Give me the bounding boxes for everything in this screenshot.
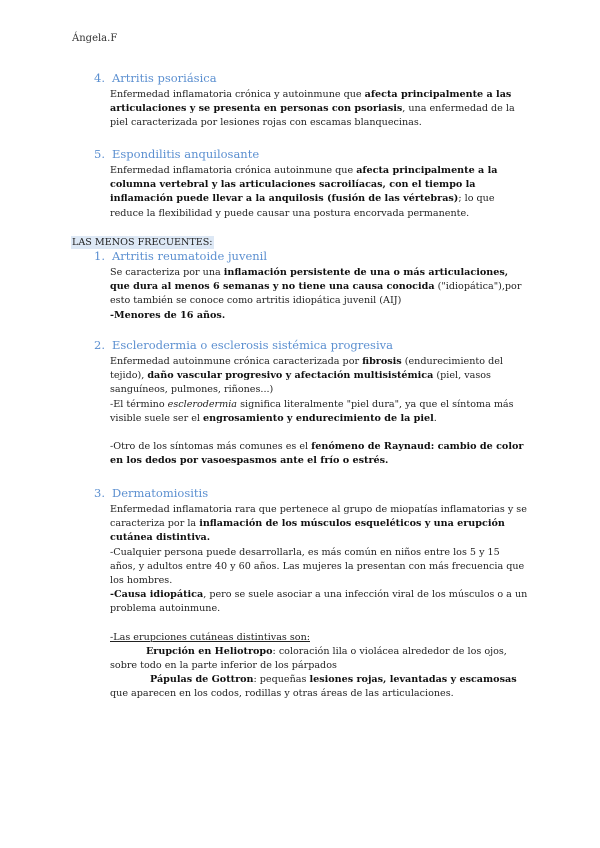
italic-text: esclerodermia [167,398,238,410]
text: : pequeñas [253,674,310,686]
heading-number: 4. [94,71,105,85]
heading-number: 3. [94,486,105,500]
text: (piel, vasos sanguíneos, pulmones, riñones...) [110,370,491,396]
text: -Otro de los síntomas más comunes es el [110,441,312,453]
text: que aparecen en los codos, rodillas y otras áreas de las articulaciones. [110,688,454,700]
heading-number: 1. [94,249,105,263]
author-header: Ángela.F [72,33,118,44]
bold-text: Erupción en Heliotropo [146,645,273,657]
paragraph-dermatomiositis [110,503,528,702]
text: significa literalmente "piel dura", ya que el síntoma más visible suele ser el [110,398,514,424]
heading-title: Artritis reumatoide juvenil [112,249,268,263]
heading-title: Artritis psoriásica [112,71,217,85]
group-label-menos-frecuentes: LAS MENOS FRECUENTES: [72,237,213,248]
heading-number: 2. [94,338,105,352]
paragraph-espondilitis [110,164,528,221]
text: , pero se suele asociar a una infección viral de los músculos o a un problema autoinmune. [110,589,528,615]
text: : coloración lila o violácea alrededor de los ojos, sobre todo en la parte inferior de los párpados [110,645,507,672]
text: Se caracteriza por una [110,267,224,278]
bold-text: inflamación de los músculos esqueléticos y una erupción cutánea distintiva. [110,518,505,544]
bold-text: -Causa idiopática [110,589,204,601]
text: -Cualquier persona puede desarrollarla, es más común en niños entre los 5 y 15 años, y adultos entre 40 y 60 años. Las mujeres la presentan con más frecuencia que los hombres. [110,546,525,587]
bold-text: engrosamiento y endurecimiento de la piel [203,412,434,424]
bold-text: afecta principalmente a la columna vertebral y las articulaciones sacroilíacas, con el tiempo la inflamación puede llevar a la anquilosis (fusión de las vértebras) [110,165,498,205]
text: ; lo que reduce la flexibilidad y puede causar una postura encorvada permanente. [110,193,495,219]
underlined-text: -Las erupciones cutáneas distintivas son: [110,631,310,643]
text: ("idiopática"),por esto también se conoce como artritis idiopática juvenil (AIJ) [110,281,522,307]
text: . [433,412,437,424]
bold-text: lesiones rojas, levantadas y escamosas [309,674,517,686]
paragraph-artritis-psoriasica [110,88,528,131]
bold-text: Pápulas de Gottron [150,674,254,686]
heading-espondilitis [94,147,259,161]
text: Enfermedad inflamatoria crónica autoinmune que [110,165,357,176]
text: Enfermedad autoinmune crónica caracterizada por [110,356,363,367]
bold-text: daño vascular progresivo y afectación multisistémica [147,370,434,382]
heading-artritis-reumatoide-juvenil [94,249,267,263]
heading-number: 5. [94,147,105,161]
heading-title: Espondilitis anquilosante [112,147,260,161]
text: Enfermedad inflamatoria rara que pertenece al grupo de miopatías inflamatorias y se caracteriza por la [110,504,527,530]
heading-title: Esclerodermia o esclerosis sistémica progresiva [112,338,393,352]
text: -El término [110,398,168,410]
paragraph-esclerodermia [110,355,528,468]
heading-title: Dermatomiositis [112,486,209,500]
text: (endurecimiento del tejido), [110,356,503,382]
bold-text: fenómeno de Raynaud: cambio de color en los dedos por vasoespasmos ante el frío o estrés. [110,441,524,467]
bold-text: inflamación persistente de una o más articulaciones, que dura al menos 6 semanas y no tiene una causa conocida [110,267,509,293]
text: , una enfermedad de la piel caracterizada por lesiones rojas con escamas blanquecinas. [110,103,515,129]
heading-dermatomiositis [94,486,208,500]
bold-text: fibrosis [362,356,402,367]
bold-text: -Menores de 16 años. [110,309,226,321]
heading-esclerodermia [94,338,393,352]
bold-text: afecta principalmente a las articulaciones y se presenta en personas con psoriasis [110,89,512,115]
paragraph-artritis-reumatoide [110,266,528,323]
heading-artritis-psoriasica [94,71,217,85]
text: Enfermedad inflamatoria crónica y autoinmune que [110,89,365,100]
